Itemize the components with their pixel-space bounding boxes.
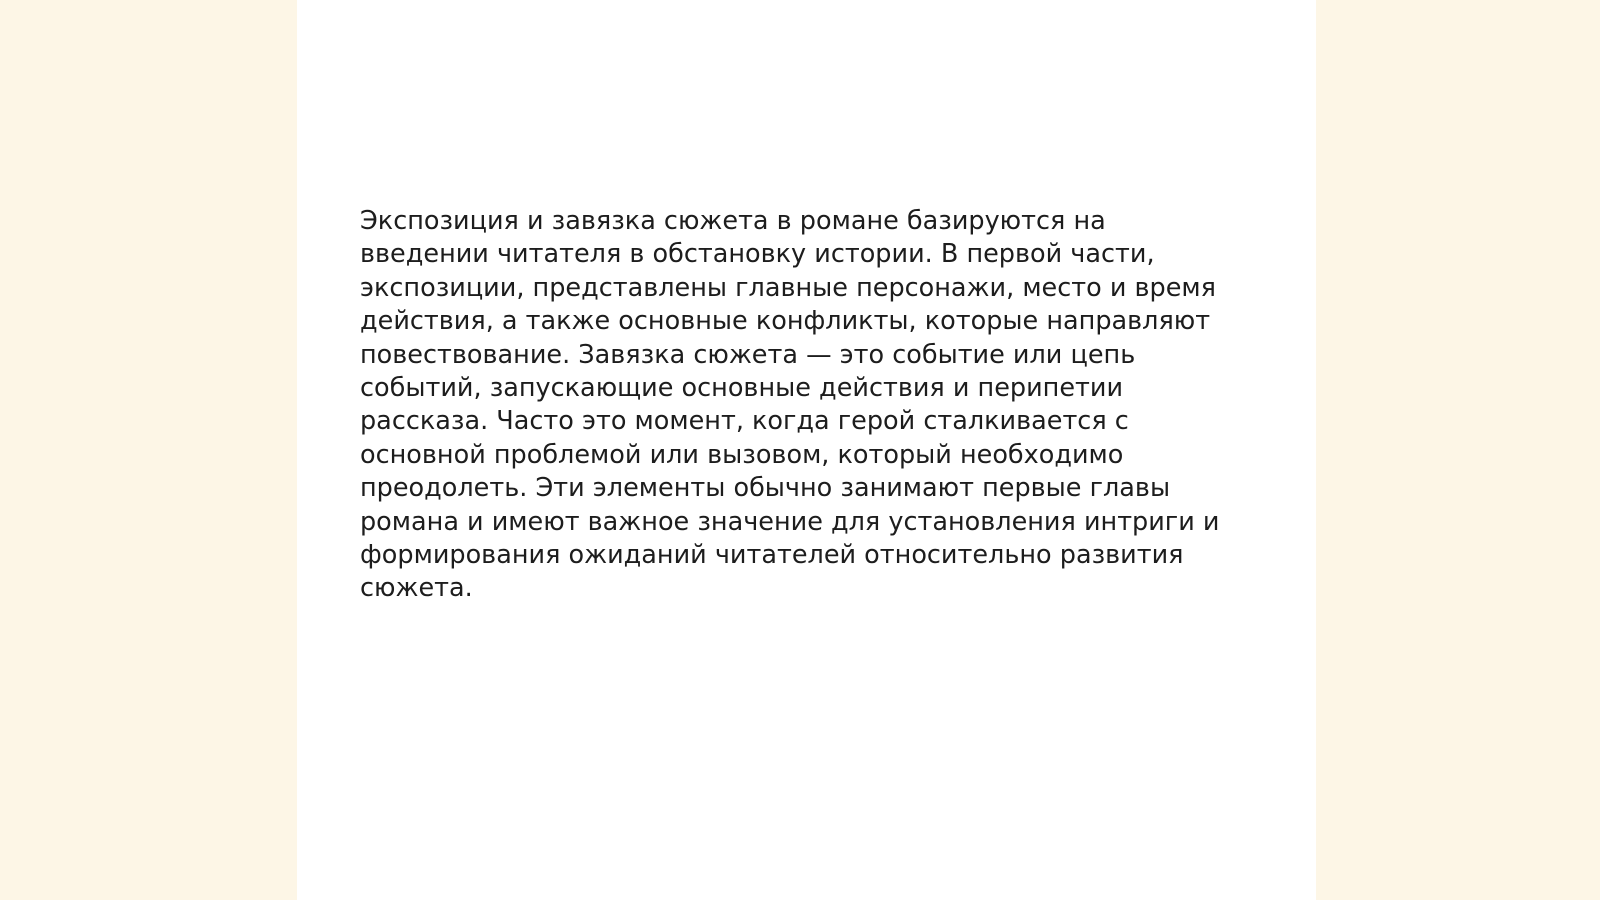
paragraph-line: введении читателя в обстановку истории. В первой части, — [360, 239, 1155, 270]
paragraph-line: романа и имеют важное значение для установления интриги и — [360, 506, 1220, 537]
right-margin — [1316, 0, 1600, 900]
paragraph-line: событий, запускающие основные действия и перипетии — [360, 373, 1124, 404]
paragraph-line: формирования ожиданий читателей относительно развития — [360, 540, 1184, 571]
paragraph-line: экспозиции, представлены главные персонажи, место и время — [360, 272, 1216, 303]
document-page — [297, 0, 1316, 900]
body-paragraph — [360, 205, 1260, 606]
paragraph-line: основной проблемой или вызовом, который необходимо — [360, 439, 1124, 470]
paragraph-line: рассказа. Часто это момент, когда герой сталкивается с — [360, 406, 1129, 437]
left-margin — [0, 0, 297, 900]
paragraph-line: преодолеть. Эти элементы обычно занимают первые главы — [360, 473, 1171, 504]
paragraph-line: повествование. Завязка сюжета — это событие или цепь — [360, 339, 1136, 370]
paragraph-line: действия, а также основные конфликты, которые направляют — [360, 306, 1211, 337]
paragraph-line: Экспозиция и завязка сюжета в романе базируются на — [360, 206, 1106, 236]
paragraph-line: сюжета. — [360, 573, 473, 604]
